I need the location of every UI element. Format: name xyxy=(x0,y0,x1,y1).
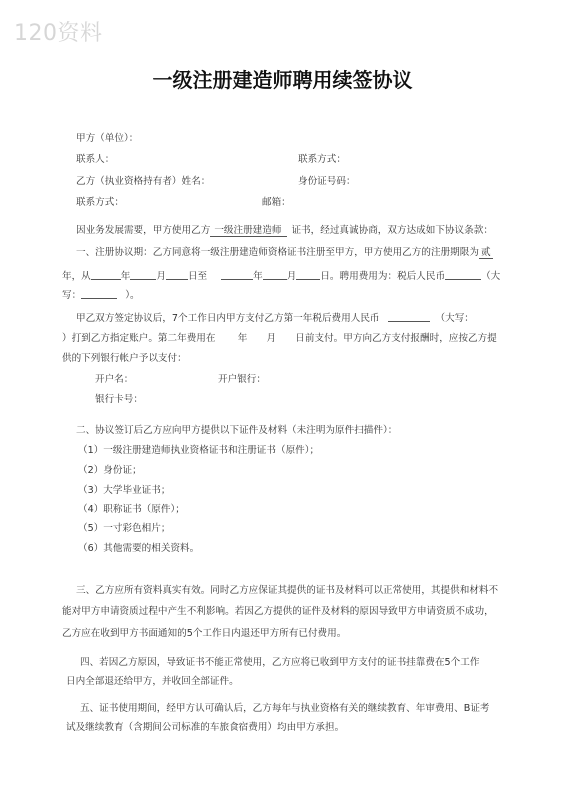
clause3-line3: 乙方应在收到甲方书面通知的5个工作日内退还甲方所有已付费用。 xyxy=(62,628,347,639)
clause3-line1: 三、乙方应所有资料真实有效。同时乙方应保证其提供的证书及材料可以正常使用，其提供和材料不 xyxy=(76,585,499,596)
text-fragment: 月 xyxy=(156,271,166,282)
card-number-label: 银行卡号： xyxy=(95,394,143,405)
clause2-item: （1）一级注册建造师执业资格证书和注册证书（原件）； xyxy=(78,445,320,456)
text-fragment: 日。聘用费用为：税后人民币 xyxy=(320,271,446,282)
clause5-line1: 五、证书使用期间，经甲方认可确认后，乙方每年与执业资格有关的继续教育、年审费用、B证考 xyxy=(80,703,490,714)
text-fragment: 甲乙双方签定协议后，7个工作日内甲方支付乙方第一年税后费用人民币 xyxy=(76,313,380,324)
cert-name: 一级注册建造师 xyxy=(210,225,287,237)
clause4-line2: 日内全部退还给甲方，并收回全部证件。 xyxy=(66,676,239,687)
id-number-label: 身份证号码： xyxy=(298,176,356,187)
text-fragment: ）。 xyxy=(125,290,140,301)
blank-field xyxy=(388,311,430,322)
document-title: 一级注册建造师聘用续签协议 xyxy=(152,68,413,92)
text-fragment: 年 xyxy=(120,271,131,282)
intro-paragraph xyxy=(76,224,493,237)
term-years: 贰 xyxy=(480,247,491,258)
contact-a-label: 联系人： xyxy=(76,154,115,165)
clause1-line3 xyxy=(62,288,140,302)
clause1-line4 xyxy=(76,311,474,325)
blank-field xyxy=(91,269,121,280)
intro-text-2: 证书，经过真诚协商，双方达成如下协议条款： xyxy=(291,225,493,236)
party-b-label: 乙方（执业资格持有者）姓名： xyxy=(76,176,211,187)
clause1-line6: 供的下列银行帐户予以支付： xyxy=(62,353,187,364)
clause4-line1: 四、若因乙方原因，导致证书不能正常使用，乙方应将已收到甲方支付的证书挂靠费在5个工作 xyxy=(80,657,480,668)
text-fragment: 写： xyxy=(62,290,82,301)
watermark: 120资料 xyxy=(14,21,103,46)
bank-label: 开户银行： xyxy=(218,374,266,385)
email-label: 邮箱： xyxy=(262,197,291,208)
blank-field xyxy=(81,288,117,299)
clause2-item: （4）职称证书（原件）； xyxy=(78,504,185,515)
account-name-label: 开户名： xyxy=(95,374,134,385)
clause2-item: （6）其他需要的相关资料。 xyxy=(78,543,200,554)
blank-field xyxy=(166,269,188,280)
text-fragment: 年，从 xyxy=(62,271,91,282)
clause1-text: 一、注册协议期：乙方同意将一级注册建造师资格证书注册至甲方，甲方使用乙方的注册期限为 xyxy=(76,247,479,258)
clause1-line1 xyxy=(76,246,493,259)
contact-b-phone-label: 联系方式： xyxy=(76,197,124,208)
clause2-item: （2）身份证； xyxy=(78,465,142,476)
intro-text-1: 因业务发展需要，甲方使用乙方 xyxy=(76,225,211,236)
clause5-line2: 试及继续教育（含期间公司标准的车旅食宿费用）均由甲方承担。 xyxy=(66,722,345,733)
text-fragment: （大写： xyxy=(435,313,474,324)
blank-field xyxy=(296,269,320,280)
text-fragment: 日至 xyxy=(187,271,208,282)
text-fragment: 年 xyxy=(253,271,263,282)
blank-field xyxy=(445,269,481,280)
contact-a-phone-label: 联系方式： xyxy=(298,154,346,165)
blank-field xyxy=(130,269,156,280)
clause3-line2: 能对甲方申请资质过程中产生不利影响。若因乙方提供的证件及材料的原因导致甲方申请资质不成功， xyxy=(62,606,494,617)
clause2-heading: 二、协议签订后乙方应向甲方提供以下证件及材料（未注明为原件扫描件）： xyxy=(76,425,398,436)
clause1-line5: ）打到乙方指定账户。第二年费用在 年 月 日前支付。甲方向乙方支付报酬时，应按乙方提 xyxy=(62,333,497,344)
clause2-item: （3）大学毕业证书； xyxy=(78,485,171,496)
clause1-line2 xyxy=(62,269,500,283)
text-fragment: （大 xyxy=(481,271,501,282)
text-fragment: 月 xyxy=(286,271,297,282)
clause2-item: （5）一寸彩色相片； xyxy=(78,523,171,534)
blank-field xyxy=(221,269,253,280)
party-a-label: 甲方（单位）： xyxy=(76,133,139,144)
blank-field xyxy=(263,269,287,280)
